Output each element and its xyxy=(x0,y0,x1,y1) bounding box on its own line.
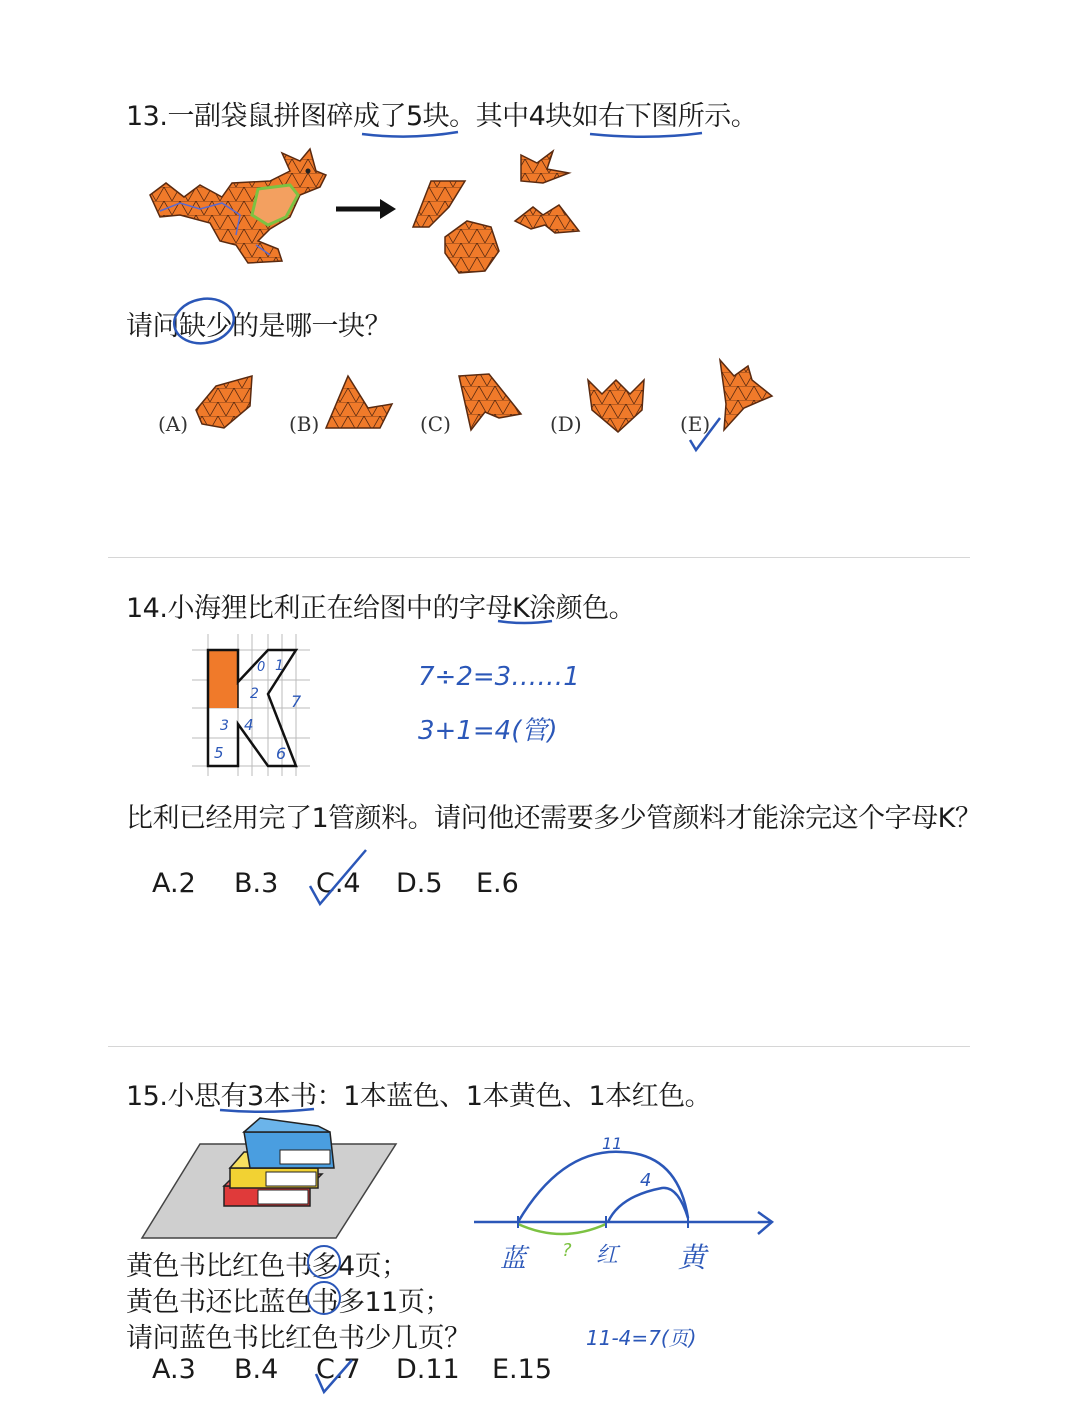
q14-choice-e[interactable]: E.6 xyxy=(476,868,519,899)
q13-option-b-piece[interactable] xyxy=(324,374,396,430)
q15-choice-b[interactable]: B.4 xyxy=(234,1354,279,1385)
q15-circle-marks xyxy=(300,1240,350,1320)
q14-note-division: 7÷2=3……1 xyxy=(418,662,580,692)
q13-option-a-label[interactable]: (A) xyxy=(158,412,189,436)
puzzle-pieces-image xyxy=(405,145,590,280)
k-grid-number-2: 2 xyxy=(250,686,259,702)
q13-option-d-piece[interactable] xyxy=(586,376,648,434)
q15-choice-a[interactable]: A.3 xyxy=(152,1354,196,1385)
q14-choice-c[interactable]: C.4 xyxy=(316,868,361,899)
q13-check-mark-icon xyxy=(688,414,724,454)
k-grid-number-5: 5 xyxy=(214,744,224,762)
q15-underline xyxy=(218,1106,318,1114)
k-grid-number-6: 6 xyxy=(276,744,287,763)
divider-2 xyxy=(108,1046,970,1047)
q13-option-c-piece[interactable] xyxy=(455,372,525,432)
arrow-right-icon xyxy=(336,198,398,222)
books-image xyxy=(140,1116,402,1240)
q13-option-b-label[interactable]: (B) xyxy=(289,412,320,436)
k-grid-number-3: 3 xyxy=(220,718,229,734)
q13-option-e-label[interactable]: (E) xyxy=(680,412,711,436)
q14-note-sum: 3+1=4(管) xyxy=(418,716,558,746)
q15-choice-e[interactable]: E.15 xyxy=(492,1354,552,1385)
diagram-label-red: 红 xyxy=(596,1243,619,1268)
q13-stem: 13.一副袋鼠拼图碎成了5块。其中4块如右下图所示。 xyxy=(126,101,758,132)
q13-option-c-label[interactable]: (C) xyxy=(420,412,451,436)
k-grid-number-4: 4 xyxy=(244,716,254,734)
q14-choice-a[interactable]: A.2 xyxy=(152,868,196,899)
divider-1 xyxy=(108,557,970,558)
diagram-label-yellow: 黄 xyxy=(678,1241,707,1274)
k-grid-number-1: 1 xyxy=(275,658,284,674)
diagram-label-top: 11 xyxy=(602,1134,623,1153)
diagram-label-inner: 4 xyxy=(640,1170,652,1191)
diagram-note: 11-4=7(页) xyxy=(586,1326,697,1350)
q15-line-3: 请问蓝色书比红色书少几页？ xyxy=(126,1323,471,1354)
q13-option-a-piece[interactable] xyxy=(194,374,256,432)
q14-check-mark-icon xyxy=(306,846,370,910)
q15-line-2: 黄色书还比蓝色书多11页； xyxy=(126,1287,451,1318)
diagram-label-question: ? xyxy=(562,1240,572,1261)
q15-check-mark-icon xyxy=(312,1356,356,1396)
q15-stem: 15.小思有3本书：1本蓝色、1本黄色、1本红色。 xyxy=(126,1081,712,1112)
k-grid-number-0: 0 xyxy=(257,660,266,675)
q14-choice-b[interactable]: B.3 xyxy=(234,868,279,899)
q15-choice-d[interactable]: D.11 xyxy=(396,1354,460,1385)
kangaroo-puzzle-image xyxy=(140,145,340,270)
q13-option-d-label[interactable]: (D) xyxy=(550,412,582,436)
q14-choice-d[interactable]: D.5 xyxy=(396,868,443,899)
q13-question: 请问缺少的是哪一块？ xyxy=(126,311,391,342)
diagram-label-blue: 蓝 xyxy=(500,1244,527,1274)
q14-underline xyxy=(496,618,556,626)
q15-line-1: 黄色书比红色书多4页； xyxy=(126,1251,408,1282)
q15-choice-c[interactable]: C.7 xyxy=(316,1354,361,1385)
k-grid-number-7: 7 xyxy=(291,692,302,711)
q13-circle-mark xyxy=(170,294,240,350)
q14-stem: 14.小海狸比利正在给图中的字母K涂颜色。 xyxy=(126,593,636,624)
q14-question: 比利已经用完了1管颜料。请问他还需要多少管颜料才能涂完这个字母K？ xyxy=(126,803,982,834)
